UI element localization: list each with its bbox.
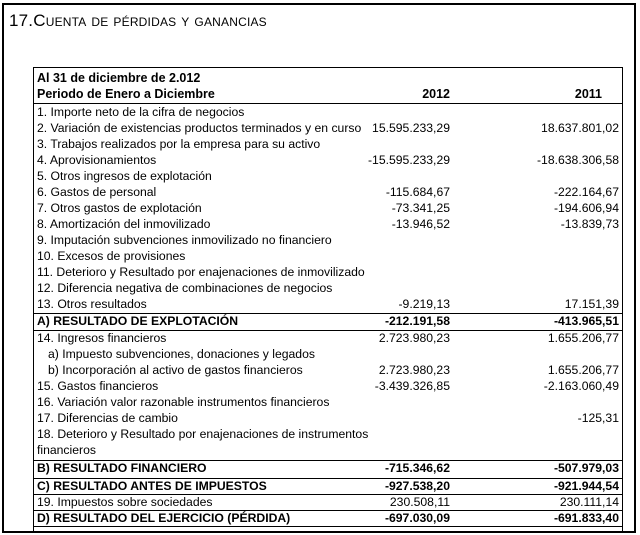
value-2011: -413.965,51 xyxy=(553,314,619,328)
row-divider xyxy=(34,526,622,527)
value-2011: -921.944,54 xyxy=(553,479,619,493)
table-row xyxy=(34,442,622,458)
row-label: A) RESULTADO DE EXPLOTACIÓN xyxy=(37,314,239,328)
row-label: 13. Otros resultados xyxy=(37,297,147,311)
row-label: 15. Gastos financieros xyxy=(37,379,159,393)
table-row xyxy=(34,426,622,442)
table-row xyxy=(34,362,622,378)
row-label: a) Impuesto subvenciones, donaciones y legados xyxy=(48,347,315,361)
table-row xyxy=(34,296,622,312)
value-2011: -222.164,67 xyxy=(553,185,619,199)
value-2011: -2.163.060,49 xyxy=(543,379,619,393)
value-2012: -212.191,58 xyxy=(384,314,450,328)
table-row xyxy=(34,120,622,136)
table-row xyxy=(34,216,622,232)
row-label: 19. Impuestos sobre sociedades xyxy=(37,495,213,509)
row-divider xyxy=(34,494,622,495)
table-row xyxy=(34,346,622,362)
total-row xyxy=(34,478,622,494)
column-header-2011: 2011 xyxy=(574,87,602,101)
title-prefix: 17. xyxy=(9,11,34,30)
row-label: 10. Excesos de provisiones xyxy=(37,249,186,263)
value-2012: -115.684,67 xyxy=(385,185,450,199)
value-2012: -3.439.326,85 xyxy=(374,379,450,393)
value-2011: -125,31 xyxy=(577,411,619,425)
value-2012: 2.723.980,23 xyxy=(378,331,450,345)
row-label: 11. Deterioro y Resultado por enajenaciones de inmovilizado xyxy=(37,265,365,279)
row-divider xyxy=(34,460,622,461)
value-2011: 1.655.206,77 xyxy=(547,331,619,345)
row-label: 3. Trabajos realizados por la empresa para su activo xyxy=(37,137,321,151)
value-2012: -73.341,25 xyxy=(391,201,450,215)
table-row xyxy=(34,184,622,200)
value-2011: -18.638.306,58 xyxy=(537,153,619,167)
row-label: 4. Aprovisionamientos xyxy=(37,153,157,167)
value-2012: 230.508,11 xyxy=(389,495,450,509)
row-label: 17. Diferencias de cambio xyxy=(37,411,178,425)
table-row xyxy=(34,264,622,280)
income-statement-table xyxy=(33,67,623,533)
value-2012: -13.946,52 xyxy=(391,217,450,231)
value-2011: -691.833,40 xyxy=(553,511,619,525)
row-label: 14. Ingresos financieros xyxy=(37,331,167,345)
document-frame xyxy=(2,3,636,533)
table-row xyxy=(34,136,622,152)
value-2012: 2.723.980,23 xyxy=(378,363,450,377)
row-label: 12. Diferencia negativa de combinaciones de negocios xyxy=(37,281,333,295)
date-line: Al 31 de diciembre de 2.012 xyxy=(37,71,201,85)
value-2011: -13.839,73 xyxy=(560,217,619,231)
total-row xyxy=(34,510,622,526)
row-label: 7. Otros gastos de explotación xyxy=(37,201,202,215)
value-2012: -9.219,13 xyxy=(398,297,450,311)
value-2011: 1.655.206,77 xyxy=(547,363,619,377)
row-divider xyxy=(34,478,622,479)
value-2011: 17.151,39 xyxy=(564,297,619,311)
row-divider xyxy=(34,330,622,331)
row-label: 2. Variación de existencias productos terminados y en curso xyxy=(37,121,362,135)
row-label: 18. Deterioro y Resultado por enajenaciones de instrumentos xyxy=(37,427,369,441)
value-2011: -194.606,94 xyxy=(553,201,619,215)
row-label: 8. Amortización del inmovilizado xyxy=(37,217,211,231)
row-label: C) RESULTADO ANTES DE IMPUESTOS xyxy=(37,479,267,493)
row-label: 16. Variación valor razonable instrumentos financieros xyxy=(37,395,330,409)
value-2011: 18.637.801,02 xyxy=(541,121,619,135)
row-label: D) RESULTADO DEL EJERCICIO (PÉRDIDA) xyxy=(37,511,291,525)
row-label: 9. Imputación subvenciones inmovilizado no financiero xyxy=(37,233,332,247)
table-row xyxy=(34,494,622,510)
row-label: financieros xyxy=(37,443,96,457)
total-row xyxy=(34,313,622,329)
row-label: b) Incorporación al activo de gastos financieros xyxy=(48,363,303,377)
value-2012: -697.030,09 xyxy=(384,511,450,525)
table-row xyxy=(34,394,622,410)
column-header-2012: 2012 xyxy=(422,87,450,101)
table-row xyxy=(34,232,622,248)
period-line: Periodo de Enero a Diciembre xyxy=(37,87,215,101)
table-row xyxy=(34,200,622,216)
row-divider xyxy=(34,510,622,511)
value-2012: -927.538,20 xyxy=(384,479,450,493)
row-label: B) RESULTADO FINANCIERO xyxy=(37,461,207,475)
total-row xyxy=(34,460,622,476)
table-row xyxy=(34,104,622,120)
table-row xyxy=(34,168,622,184)
table-row xyxy=(34,330,622,346)
table-row xyxy=(34,248,622,264)
value-2012: 15.595.233,29 xyxy=(372,121,450,135)
page-title xyxy=(9,11,267,31)
table-row xyxy=(34,152,622,168)
row-label: 1. Importe neto de la cifra de negocios xyxy=(37,105,245,119)
row-divider xyxy=(34,313,622,314)
title-text: Cuenta de pérdidas y ganancias xyxy=(33,11,267,30)
value-2012: -15.595.233,29 xyxy=(368,153,450,167)
value-2011: 230.111,14 xyxy=(559,495,619,509)
table-row xyxy=(34,410,622,426)
value-2011: -507.979,03 xyxy=(553,461,619,475)
table-row xyxy=(34,280,622,296)
row-label: 5. Otros ingresos de explotación xyxy=(37,169,212,183)
value-2012: -715.346,62 xyxy=(384,461,450,475)
row-label: 6. Gastos de personal xyxy=(37,185,157,199)
table-row xyxy=(34,378,622,394)
